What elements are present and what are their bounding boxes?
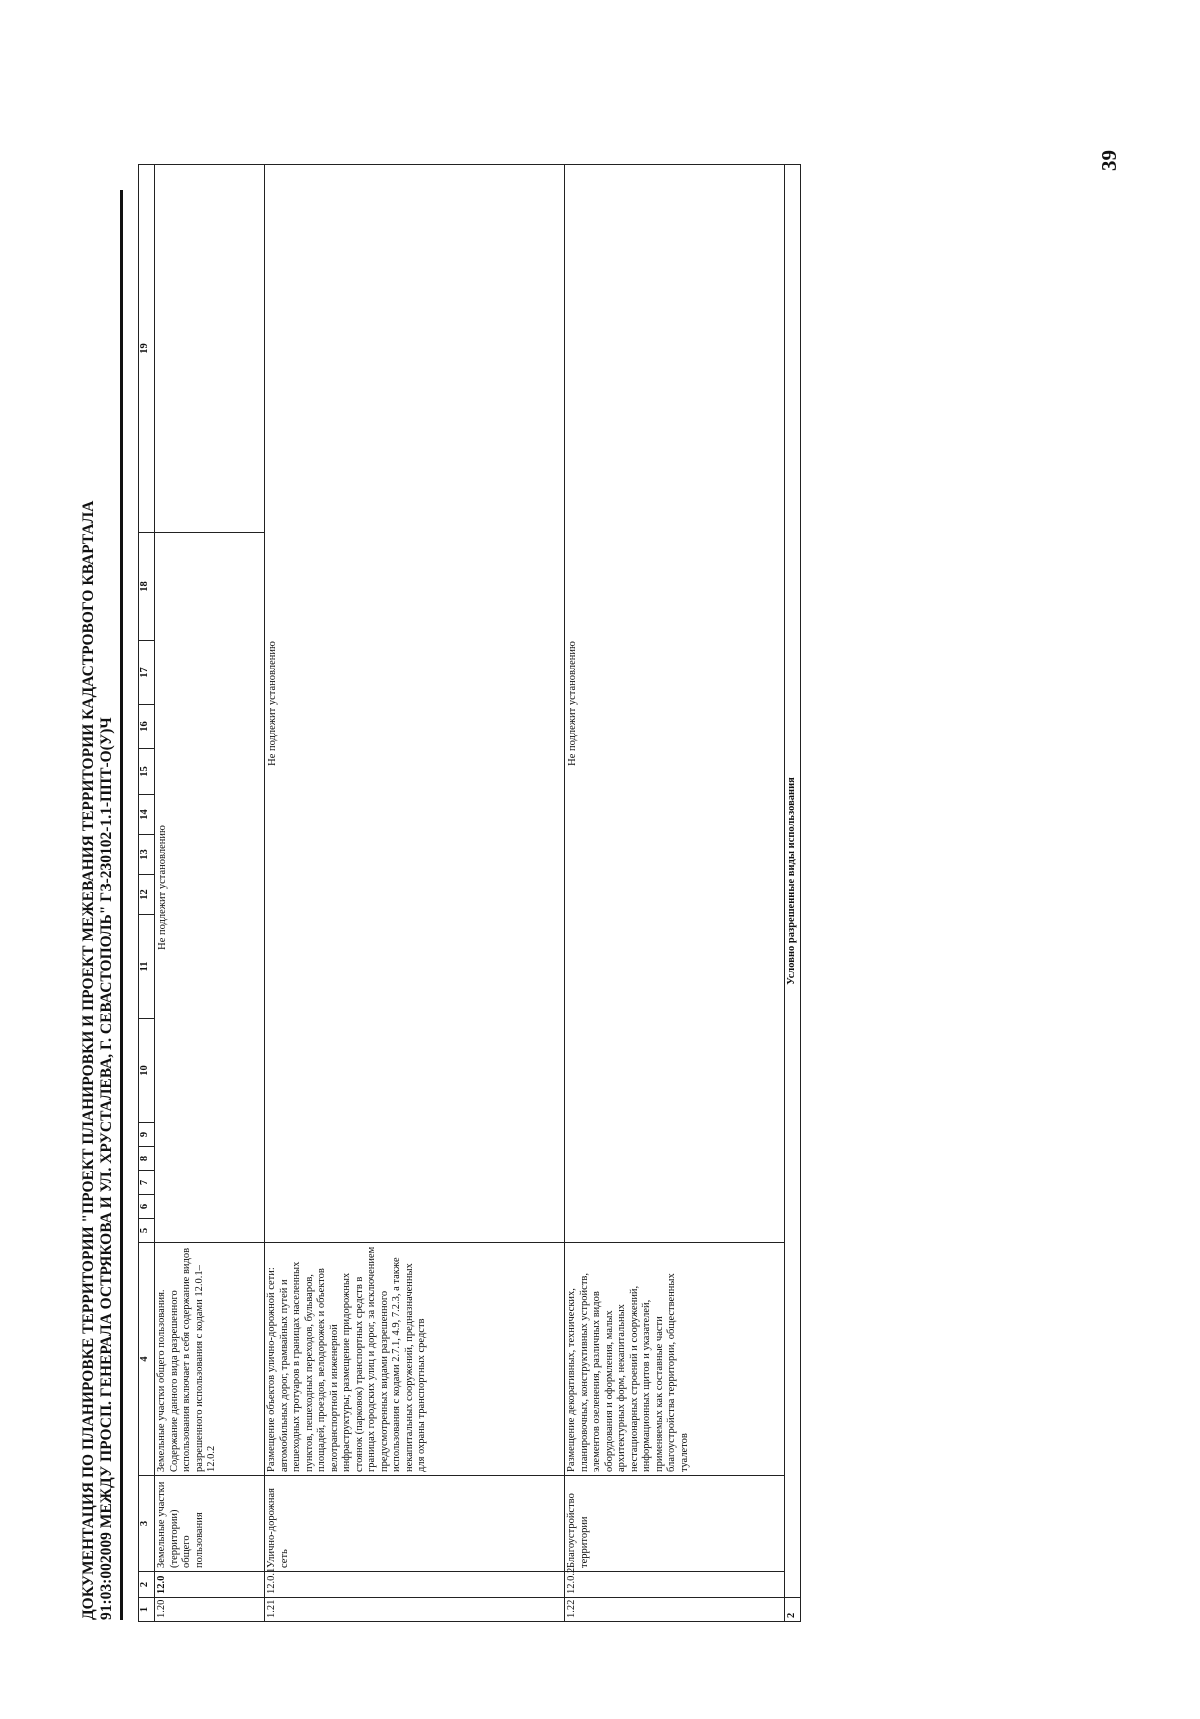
col-header: 6 (139, 1195, 155, 1219)
col-header: 18 (139, 533, 155, 641)
col-header: 14 (139, 795, 155, 835)
row-params: Не подлежит установлению (565, 165, 785, 1243)
row-use-name: Улично-дорожная сеть (265, 1476, 565, 1572)
col-header: 5 (139, 1219, 155, 1243)
col-header: 4 (139, 1243, 155, 1476)
row-code: 12.0.1 (265, 1572, 565, 1598)
row-params: Не подлежит установлению (265, 165, 565, 1243)
row-number: 1.21 (265, 1598, 565, 1622)
title-divider (120, 190, 123, 1620)
col-header: 1 (139, 1598, 155, 1622)
header-row (139, 165, 155, 1622)
table-row (565, 165, 785, 1622)
row-number: 1.20 (155, 1598, 265, 1622)
row-description: Размещение объектов улично-дорожной сети: автомобильных дорог, трамвайных путей и пешеходных тротуаров в границах населенных пунктов, пешеходных переходов, бульваров, площадей, проездов, велодорожек и объектов велотранспортной и инженерной инфраструктуры; размещение придорожных стоянок (парковок) транспортных средств в границах городских улиц и дорог, за исключением предусмотренных видами разрешенного использования с кодами 2.7.1, 4.9, 7.2.3, а также некапитальных сооружений, предназначенных для охраны транспортных средств (265, 1243, 565, 1476)
row-description: Размещение декоративных, технических, планировочных, конструктивных устройств, элементов озеленения, различных видов оборудования и оформления, малых архитектурных форм, некапитальных нестационарных строений и сооружений, информационных щитов и указателей, применяемых как составные части благоустройства территории, общественных туалетов (565, 1243, 785, 1476)
empty-cell (155, 165, 265, 533)
col-header: 19 (139, 165, 155, 533)
row-code: 12.0.2 (565, 1572, 785, 1598)
col-header: 16 (139, 705, 155, 749)
title-line-2: 91:03:002009 МЕЖДУ ПРОСП. ГЕНЕРАЛА ОСТРЯКОВА И УЛ. ХРУСТАЛЕВА, Г. СЕВАСТОПОЛЬ" ГЗ-230102-1.1-ППТ-О(У)Ч (98, 717, 115, 1620)
col-header: 17 (139, 641, 155, 705)
col-header: 7 (139, 1171, 155, 1195)
col-header: 8 (139, 1147, 155, 1171)
document-title (80, 220, 116, 1620)
section-title: Условно разрешенные виды использования (785, 165, 801, 1598)
col-header: 9 (139, 1123, 155, 1147)
row-use-name: Благоустройство территории (565, 1476, 785, 1572)
col-header: 11 (139, 915, 155, 1019)
row-description: Земельные участки общего пользования. Содержание данного вида разрешенного использования включает в себя содержание видов разрешенного использования с кодами 12.0.1–12.0.2 (155, 1243, 265, 1476)
col-header: 13 (139, 835, 155, 875)
rotated-page-content (80, 180, 1020, 1710)
section-row (785, 165, 801, 1622)
table-row (155, 165, 265, 1622)
section-number: 2 (785, 1598, 801, 1622)
table-row (265, 165, 565, 1622)
col-header: 3 (139, 1476, 155, 1572)
col-header: 10 (139, 1019, 155, 1123)
row-code: 12.0 (155, 1572, 265, 1598)
page-number: 39 (1097, 150, 1121, 171)
col-header: 2 (139, 1572, 155, 1598)
row-params: Не подлежит установлению (155, 533, 265, 1243)
col-header: 15 (139, 749, 155, 795)
col-header: 12 (139, 875, 155, 915)
row-use-name: Земельные участки (территории) общего пользования (155, 1476, 265, 1572)
row-number: 1.22 (565, 1598, 785, 1622)
title-line-1: ДОКУМЕНТАЦИЯ ПО ПЛАНИРОВКЕ ТЕРРИТОРИИ "ПРОЕКТ ПЛАНИРОВКИ И ПРОЕКТ МЕЖЕВАНИЯ ТЕРРИТОРИИ КАДАСТРОВОГО КВАРТАЛА (80, 500, 97, 1620)
zoning-table (138, 164, 801, 1622)
